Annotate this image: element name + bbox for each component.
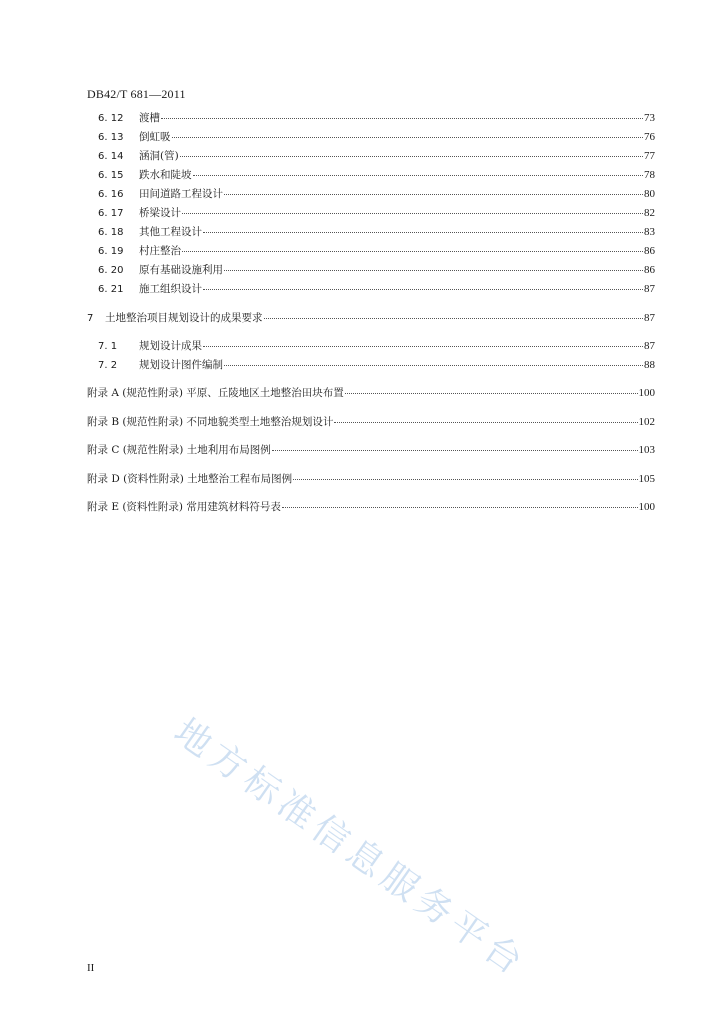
toc-entry-title: 施工组织设计 xyxy=(139,283,202,295)
toc-entry-number: 6. 14 xyxy=(98,151,124,162)
toc-leader-dots xyxy=(172,137,644,138)
toc-appendix[interactable] xyxy=(87,415,655,429)
toc-entry[interactable] xyxy=(98,282,655,297)
toc-entry[interactable] xyxy=(98,168,655,183)
toc-leader-dots xyxy=(161,118,643,119)
toc-entry-title: 规划设计成果 xyxy=(139,340,202,352)
toc-leader-dots xyxy=(282,507,638,508)
toc-entry-title: 倒虹吸 xyxy=(139,131,171,143)
toc-entry-number: 7 xyxy=(87,313,94,324)
toc-entry-title: 跌水和陡坡 xyxy=(139,169,192,181)
toc-entry-title: 涵洞(管) xyxy=(139,150,179,162)
toc-entry-page: 78 xyxy=(644,169,655,181)
toc-leader-dots xyxy=(182,251,643,252)
toc-entry-title: 田间道路工程设计 xyxy=(139,188,223,200)
toc-entry-title: 附录 E (资料性附录) 常用建筑材料符号表 xyxy=(87,501,281,513)
toc-entry[interactable] xyxy=(98,225,655,240)
toc-leader-dots xyxy=(272,450,638,451)
toc-entry[interactable] xyxy=(98,149,655,164)
toc-appendix[interactable] xyxy=(87,500,655,514)
toc-entry-number: 7. 1 xyxy=(98,341,118,352)
watermark: 地方标准信息服务平台 xyxy=(166,711,535,986)
toc-entry-number: 6. 13 xyxy=(98,132,124,143)
toc-entry-page: 87 xyxy=(644,340,655,352)
toc-entry-title: 渡槽 xyxy=(139,112,160,124)
toc-entry-number: 6. 12 xyxy=(98,113,124,124)
toc-leader-dots xyxy=(203,289,643,290)
toc-appendix[interactable] xyxy=(87,443,655,457)
toc-entry[interactable] xyxy=(98,244,655,259)
toc-entry-number: 7. 2 xyxy=(98,360,118,371)
toc-entry-title: 村庄整治 xyxy=(139,245,181,257)
toc-entry-title: 原有基础设施利用 xyxy=(139,264,223,276)
toc-entry-title: 规划设计图件编制 xyxy=(139,359,223,371)
toc-entry-page: 83 xyxy=(644,226,655,238)
toc-entry-page: 76 xyxy=(644,131,655,143)
toc-entry[interactable] xyxy=(98,187,655,202)
toc-entry-page: 82 xyxy=(644,207,655,219)
toc-appendix[interactable] xyxy=(87,386,655,400)
toc-entry-number: 6. 21 xyxy=(98,284,124,295)
toc-entry-title: 附录 B (规范性附录) 不同地貌类型土地整治规划设计 xyxy=(87,416,334,428)
toc-entry-page: 102 xyxy=(638,416,655,428)
toc-entry-title: 附录 A (规范性附录) 平原、丘陵地区土地整治田块布置 xyxy=(87,387,344,399)
toc-leader-dots xyxy=(180,156,643,157)
toc-entry[interactable] xyxy=(98,206,655,221)
toc-leader-dots xyxy=(293,479,637,480)
toc-entry-page: 87 xyxy=(644,312,655,324)
document-header: DB42/T 681—2011 xyxy=(87,87,186,101)
toc-leader-dots xyxy=(224,365,643,366)
toc-chapter[interactable] xyxy=(87,311,655,326)
toc-entry-number: 6. 18 xyxy=(98,227,124,238)
toc-entry-page: 86 xyxy=(644,264,655,276)
toc-entry-number: 6. 16 xyxy=(98,189,124,200)
toc-leader-dots xyxy=(193,175,644,176)
toc-entry-number: 6. 20 xyxy=(98,265,124,276)
toc-entry-title: 附录 C (规范性附录) 土地利用布局图例 xyxy=(87,444,271,456)
toc-leader-dots xyxy=(224,270,643,271)
toc-entry-page: 88 xyxy=(644,359,655,371)
toc-entry[interactable] xyxy=(98,263,655,278)
toc-leader-dots xyxy=(224,194,643,195)
toc-entry[interactable] xyxy=(98,339,655,354)
toc-entry-page: 100 xyxy=(638,501,655,513)
toc-entry-page: 73 xyxy=(644,112,655,124)
toc-entry-title: 其他工程设计 xyxy=(139,226,202,238)
toc-leader-dots xyxy=(203,232,643,233)
toc-entry[interactable] xyxy=(98,111,655,126)
toc-leader-dots xyxy=(182,213,643,214)
toc-entry-number: 6. 15 xyxy=(98,170,124,181)
footer-page-number: II xyxy=(87,962,95,974)
toc-leader-dots xyxy=(203,346,643,347)
toc-entry-page: 86 xyxy=(644,245,655,257)
toc-entry-page: 77 xyxy=(644,150,655,162)
toc-leader-dots xyxy=(345,393,638,394)
toc-entry-title: 桥梁设计 xyxy=(139,207,181,219)
toc-leader-dots xyxy=(264,318,644,319)
toc-entry-page: 87 xyxy=(644,283,655,295)
toc-leader-dots xyxy=(334,422,637,423)
toc-entry-title: 土地整治项目规划设计的成果要求 xyxy=(105,312,263,324)
toc-entry[interactable] xyxy=(98,358,655,373)
toc-entry-page: 100 xyxy=(638,387,655,399)
toc-entry-number: 6. 17 xyxy=(98,208,124,219)
toc-appendix[interactable] xyxy=(87,472,655,486)
toc-entry-page: 105 xyxy=(638,473,655,485)
toc-entry-title: 附录 D (资料性附录) 土地整治工程布局图例 xyxy=(87,473,293,485)
toc-entry-page: 103 xyxy=(638,444,655,456)
toc-entry[interactable] xyxy=(98,130,655,145)
toc-entry-number: 6. 19 xyxy=(98,246,124,257)
toc-entry-page: 80 xyxy=(644,188,655,200)
